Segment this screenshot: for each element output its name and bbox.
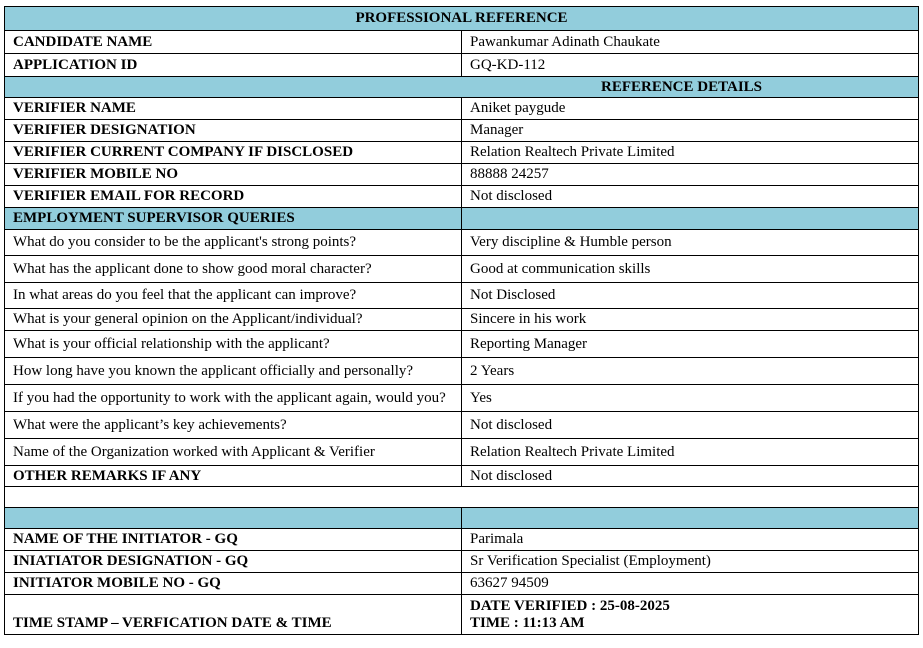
queries-heading-row [5, 208, 919, 230]
reference-details-heading: REFERENCE DETAILS [5, 77, 919, 98]
query-question: Name of the Organization worked with Applicant & Verifier [5, 439, 462, 466]
initiator-designation-label: INIATIATOR DESIGNATION - GQ [5, 551, 462, 573]
verifier-name-label: VERIFIER NAME [5, 98, 462, 120]
candidate-name-label: CANDIDATE NAME [5, 31, 462, 54]
query-answer: 2 Years [462, 358, 919, 385]
table-row [5, 54, 919, 77]
query-answer: Good at communication skills [462, 256, 919, 283]
query-answer: Very discipline & Humble person [462, 230, 919, 256]
table-row [5, 186, 919, 208]
verifier-name-value: Aniket paygude [462, 98, 919, 120]
query-question: How long have you known the applicant officially and personally? [5, 358, 462, 385]
query-question: If you had the opportunity to work with the applicant again, would you? [5, 385, 462, 412]
initiator-name-value: Parimala [462, 529, 919, 551]
verifier-designation-label: VERIFIER DESIGNATION [5, 120, 462, 142]
table-row [5, 595, 919, 635]
verifier-email-value: Not disclosed [462, 186, 919, 208]
table-row [5, 573, 919, 595]
initiator-mobile-label: INITIATOR MOBILE NO - GQ [5, 573, 462, 595]
blank-header-cell [462, 508, 919, 529]
table-row [5, 283, 919, 309]
application-id-label: APPLICATION ID [5, 54, 462, 77]
blank-header-cell [5, 508, 462, 529]
table-row [5, 331, 919, 358]
query-answer: Relation Realtech Private Limited [462, 439, 919, 466]
query-question: In what areas do you feel that the applicant can improve? [5, 283, 462, 309]
time-verified: TIME : 11:13 AM [470, 614, 585, 631]
other-remarks-value: Not disclosed [462, 466, 919, 487]
verifier-company-label: VERIFIER CURRENT COMPANY IF DISCLOSED [5, 142, 462, 164]
query-answer: Not Disclosed [462, 283, 919, 309]
reference-table [4, 6, 919, 635]
initiator-mobile-value: 63627 94509 [462, 573, 919, 595]
table-row [5, 385, 919, 412]
title-row [5, 7, 919, 31]
query-answer: Reporting Manager [462, 331, 919, 358]
table-row [5, 164, 919, 186]
table-row [5, 142, 919, 164]
query-answer: Not disclosed [462, 412, 919, 439]
table-row [5, 230, 919, 256]
query-answer: Yes [462, 385, 919, 412]
blank-header-row [5, 508, 919, 529]
reference-details-row [5, 77, 919, 98]
table-row [5, 466, 919, 487]
verifier-mobile-label: VERIFIER MOBILE NO [5, 164, 462, 186]
other-remarks-label: OTHER REMARKS IF ANY [5, 466, 462, 487]
date-verified: DATE VERIFIED : 25-08-2025 [470, 597, 670, 614]
table-row [5, 98, 919, 120]
query-question: What do you consider to be the applicant's strong points? [5, 230, 462, 256]
query-answer: Sincere in his work [462, 309, 919, 331]
verifier-mobile-value: 88888 24257 [462, 164, 919, 186]
candidate-name-value: Pawankumar Adinath Chaukate [462, 31, 919, 54]
query-question: What is your general opinion on the Applicant/individual? [5, 309, 462, 331]
table-title: PROFESSIONAL REFERENCE [5, 7, 919, 31]
initiator-designation-value: Sr Verification Specialist (Employment) [462, 551, 919, 573]
table-row [5, 439, 919, 466]
initiator-name-label: NAME OF THE INITIATOR - GQ [5, 529, 462, 551]
table-row [5, 529, 919, 551]
table-row [5, 256, 919, 283]
query-question: What is your official relationship with the applicant? [5, 331, 462, 358]
timestamp-value [462, 595, 919, 635]
table-row [5, 358, 919, 385]
verifier-company-value: Relation Realtech Private Limited [462, 142, 919, 164]
verifier-designation-value: Manager [462, 120, 919, 142]
table-row [5, 551, 919, 573]
table-row [5, 412, 919, 439]
table-row [5, 309, 919, 331]
timestamp-label: TIME STAMP – VERFICATION DATE & TIME [5, 595, 462, 635]
application-id-value: GQ-KD-112 [462, 54, 919, 77]
queries-heading: EMPLOYMENT SUPERVISOR QUERIES [5, 208, 462, 230]
query-question: What were the applicant’s key achievements? [5, 412, 462, 439]
verifier-email-label: VERIFIER EMAIL FOR RECORD [5, 186, 462, 208]
table-row [5, 120, 919, 142]
blank-cell [5, 487, 919, 508]
queries-heading-blank [462, 208, 919, 230]
query-question: What has the applicant done to show good moral character? [5, 256, 462, 283]
table-row [5, 31, 919, 54]
blank-row [5, 487, 919, 508]
